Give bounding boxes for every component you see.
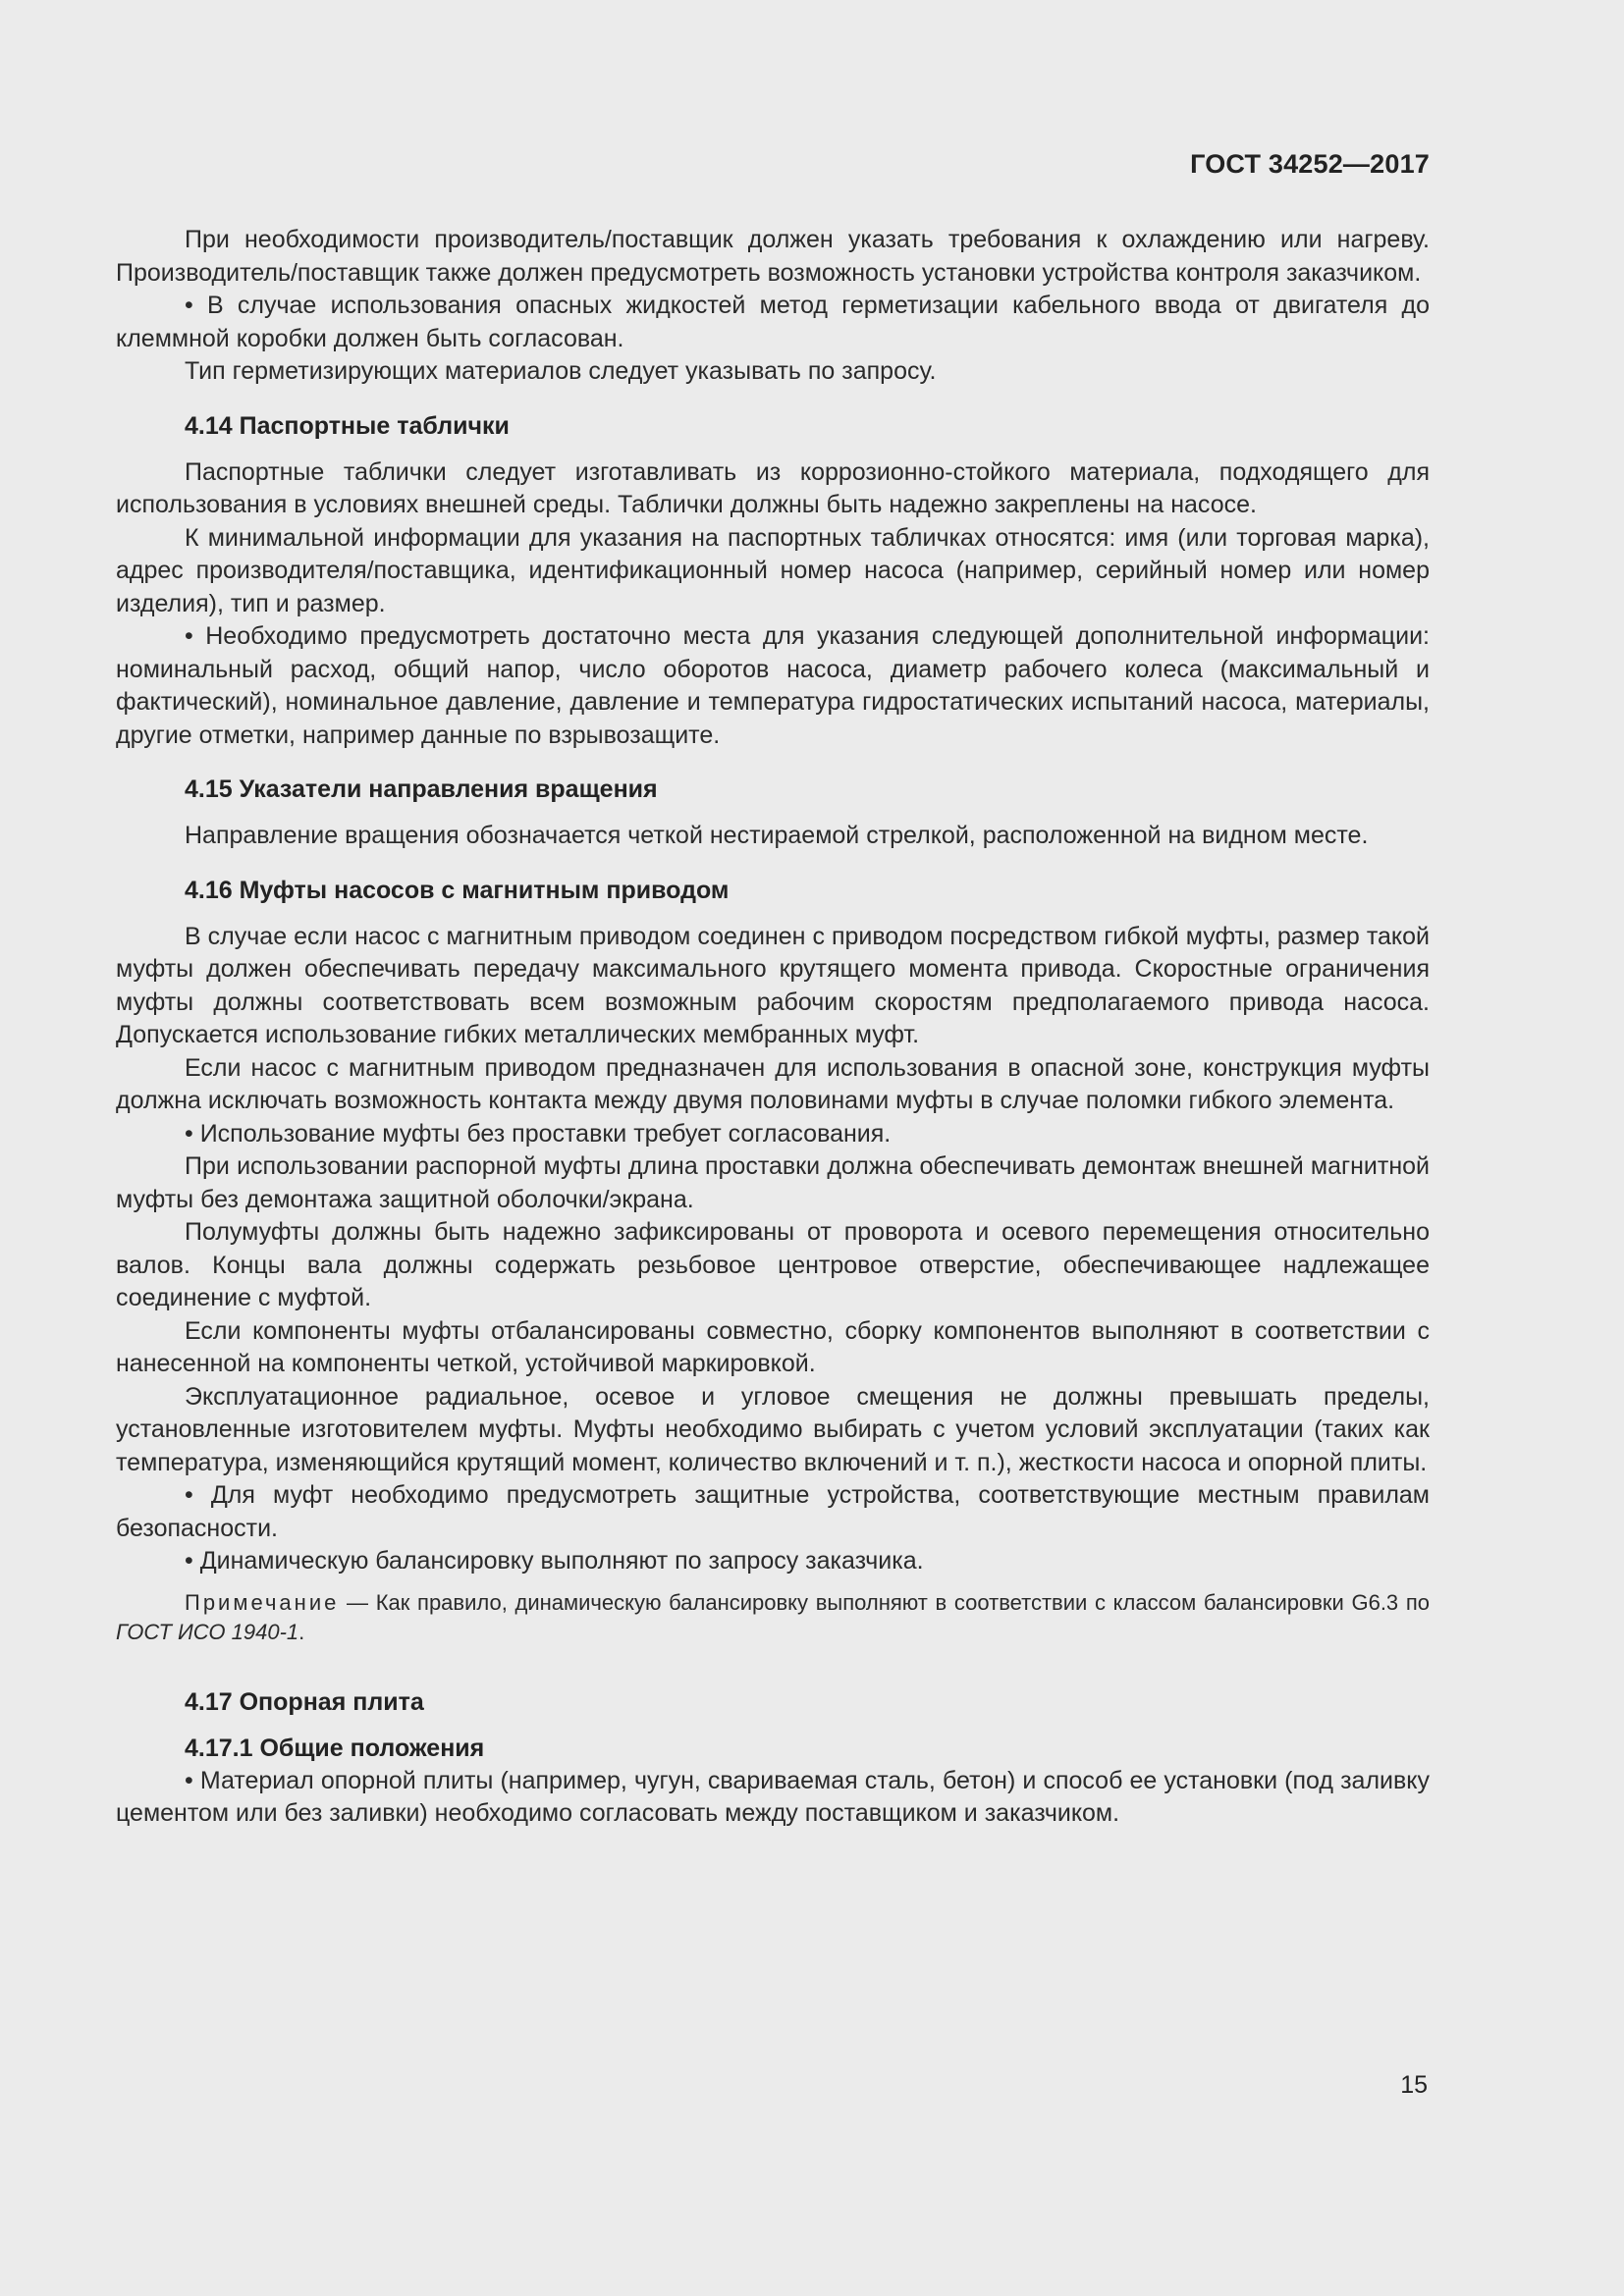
page-number: 15 (1400, 2071, 1428, 2099)
section-heading-4-17: 4.17 Опорная плита (185, 1687, 424, 1716)
paragraph: Если компоненты муфты отбалансированы совместно, сборку компонентов выполняют в соответствии с нанесенной на компоненты четкой, устойчивой маркировкой. (116, 1316, 1430, 1377)
paragraph: При использовании распорной муфты длина проставки должна обеспечивать демонтаж внешней магнитной муфты без демонтажа защитной оболочки/экрана. (116, 1152, 1430, 1213)
note-text: Как правило, динамическую балансировку выполняют в соответствии с классом балансировки G6.3 по (375, 1589, 1430, 1615)
paragraph: При необходимости производитель/поставщик должен указать требования к охлаждению или нагреву. Производитель/поставщик также должен предусмотреть возможность установки устройства контроля заказчиком. (116, 226, 1430, 287)
note-dash: — (339, 1589, 376, 1615)
note-end: . (298, 1619, 305, 1644)
paragraph: Тип герметизирующих материалов следует указывать по запросу. (185, 357, 937, 385)
bullet-paragraph: • Для муфт необходимо предусмотреть защитные устройства, соответствующие местным правилам безопасности. (116, 1481, 1430, 1542)
paragraph: Эксплуатационное радиальное, осевое и угловое смещения не должны превышать пределы, установленные изготовителем муфты. Муфты необходимо выбирать с учетом условий эксплуатации (таких как температура, изменяющийся крутящий момент, количество включений и т. п.), жесткости насоса и опорной плиты. (116, 1382, 1430, 1476)
page-content (116, 224, 1430, 1831)
note-paragraph (116, 1588, 1430, 1647)
paragraph: К минимальной информации для указания на паспортных табличках относятся: имя (или торговая марка), адрес производителя/поставщика, идентификационный номер насоса (например, серийный номер или номер изделия), тип и размер. (116, 523, 1430, 617)
bullet-paragraph: • Использование муфты без проставки требует согласования. (185, 1119, 892, 1148)
paragraph: Если насос с магнитным приводом предназначен для использования в опасной зоне, конструкция муфты должна исключать возможность контакта между двумя половинами муфты в случае поломки гибкого элемента. (116, 1053, 1430, 1114)
section-heading-4-14: 4.14 Паспортные таблички (185, 411, 510, 440)
paragraph: Направление вращения обозначается четкой нестираемой стрелкой, расположенной на видном месте. (185, 822, 1369, 849)
paragraph: В случае если насос с магнитным приводом соединен с приводом посредством гибкой муфты, размер такой муфты должен обеспечивать передачу максимального крутящего момента привода. Скоростные ограничения муфты должны соответствовать всем возможным рабочим скоростям предполагаемого привода насоса. Допускается использование гибких металлических мембранных муфт. (116, 922, 1430, 1048)
paragraph: Паспортные таблички следует изготавливать из коррозионно-стойкого материала, подходящего для использования в условиях внешней среды. Таблички должны быть надежно закреплены на насосе. (116, 457, 1430, 518)
paragraph: Полумуфты должны быть надежно зафиксированы от проворота и осевого перемещения относительно валов. Концы вала должны содержать резьбовое центровое отверстие, обеспечивающее надлежащее соединение с муфтой. (116, 1218, 1430, 1311)
bullet-paragraph: • Динамическую балансировку выполняют по запросу заказчика. (185, 1547, 924, 1575)
bullet-paragraph: • Необходимо предусмотреть достаточно места для указания следующей дополнительной информации: номинальный расход, общий напор, число оборотов насоса, диаметр рабочего колеса (максимальный и фактический), номинальное давление, давление и температура гидростатических испытаний насоса, материалы, другие отметки, например данные по взрывозащите. (116, 622, 1430, 749)
subsection-heading-4-17-1: 4.17.1 Общие положения (185, 1734, 485, 1762)
section-heading-4-16: 4.16 Муфты насосов с магнитным приводом (185, 876, 730, 904)
bullet-paragraph: • Материал опорной плиты (например, чугун, свариваемая сталь, бетон) и способ ее установки (под заливку цементом или без заливки) необходимо согласовать между поставщиком и заказчиком. (116, 1766, 1430, 1827)
note-standard-reference: ГОСТ ИСО 1940-1 (116, 1619, 299, 1644)
bullet-paragraph: • В случае использования опасных жидкостей метод герметизации кабельного ввода от двигателя до клеммной коробки должен быть согласован. (116, 292, 1430, 352)
document-code-header: ГОСТ 34252—2017 (1190, 149, 1430, 179)
note-label: Примечание (185, 1589, 340, 1615)
section-heading-4-15: 4.15 Указатели направления вращения (185, 775, 658, 803)
